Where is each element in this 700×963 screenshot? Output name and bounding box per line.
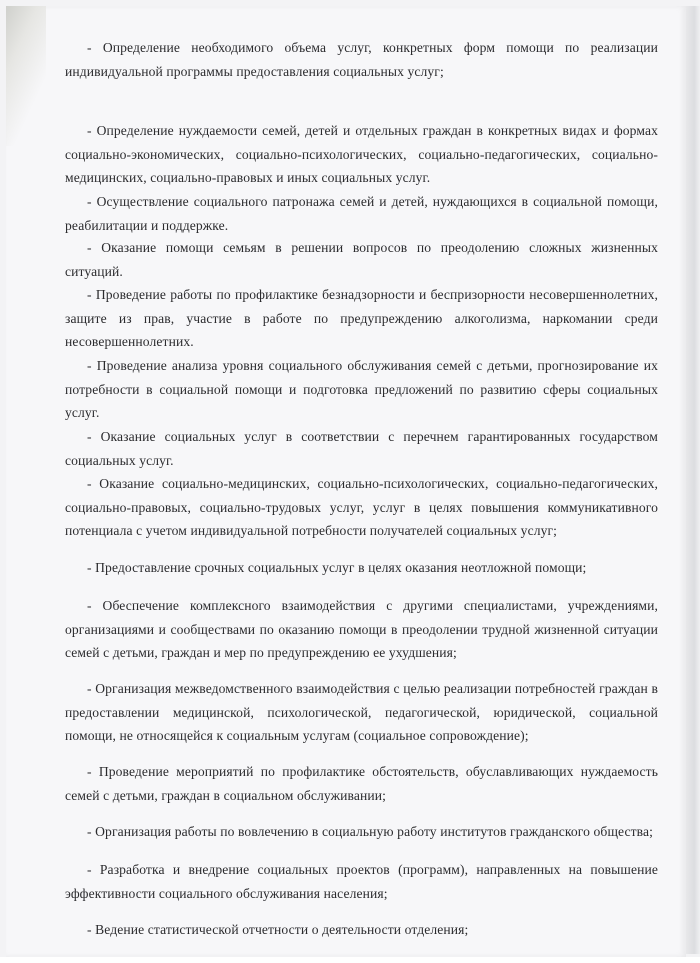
- list-item: - Проведение анализа уровня социального обслуживания семей с детьми, прогнозирование их потребности в социальной помощи и подготовка предложений по развитию сферы социальных услуг.: [65, 358, 658, 420]
- page-curl-shadow: [6, 6, 46, 146]
- list-item: - Оказание помощи семьям в решении вопросов по преодолению сложных жизненных ситуаций.: [65, 240, 658, 279]
- list-item: - Организация работы по вовлечению в социальную работу институтов гражданского общества;: [87, 824, 654, 839]
- page-edge-shadow: [686, 6, 700, 954]
- list-item: - Определение необходимого объема услуг, конкретных форм помощи по реализации индивидуальной программы предоставления социальных услуг;: [65, 40, 658, 79]
- list-item: - Оказание социально-медицинских, социально-психологических, социально-педагогических, социально-правовых, социально-трудовых услуг, услуг в целях повышения коммуникативного потенциала с учетом индивидуальной потребности получателей социальных услуг;: [65, 476, 658, 538]
- list-item: - Обеспечение комплексного взаимодействия с другими специалистами, учреждениями, организациями и сообществами по оказанию помощи в преодолении трудной жизненной ситуации семей с детьми, граждан и мер по предупреждению ее ухудшения;: [65, 598, 658, 660]
- list-item: - Организация межведомственного взаимодействия с целью реализации потребностей граждан в предоставлении медицинской, психологической, педагогической, юридической, социальной помощи, не относящейся к социальным услугам (социальное сопровождение);: [65, 681, 658, 743]
- list-item: - Определение нуждаемости семей, детей и отдельных граждан в конкретных видах и формах социально-экономических, социально-психологических, социально-педагогических, социально-медицинских, социально-правовых и иных социальных услуг.: [65, 123, 658, 185]
- list-item: - Оказание социальных услуг в соответствии с перечнем гарантированных государством социальных услуг.: [65, 429, 658, 468]
- list-item: - Ведение статистической отчетности о деятельности отделения;: [87, 922, 469, 937]
- list-item: - Разработка и внедрение социальных проектов (программ), направленных на повышение эффективности социального обслуживания населения;: [65, 862, 658, 901]
- list-item: - Предоставление срочных социальных услуг в целях оказания неотложной помощи;: [87, 560, 587, 575]
- list-item: - Проведение работы по профилактике безнадзорности и беспризорности несовершеннолетних, защите из прав, участие в работе по предупреждению алкоголизма, наркомании среди несовершеннолетних.: [65, 287, 658, 349]
- list-item: - Осуществление социального патронажа семей и детей, нуждающихся в социальной помощи, реабилитации и поддержке.: [65, 194, 658, 233]
- list-item: - Проведение мероприятий по профилактике обстоятельств, обуславливающих нуждаемость семей с детьми, граждан в социальном обслуживании;: [65, 764, 658, 803]
- scan-margin: [0, 957, 700, 963]
